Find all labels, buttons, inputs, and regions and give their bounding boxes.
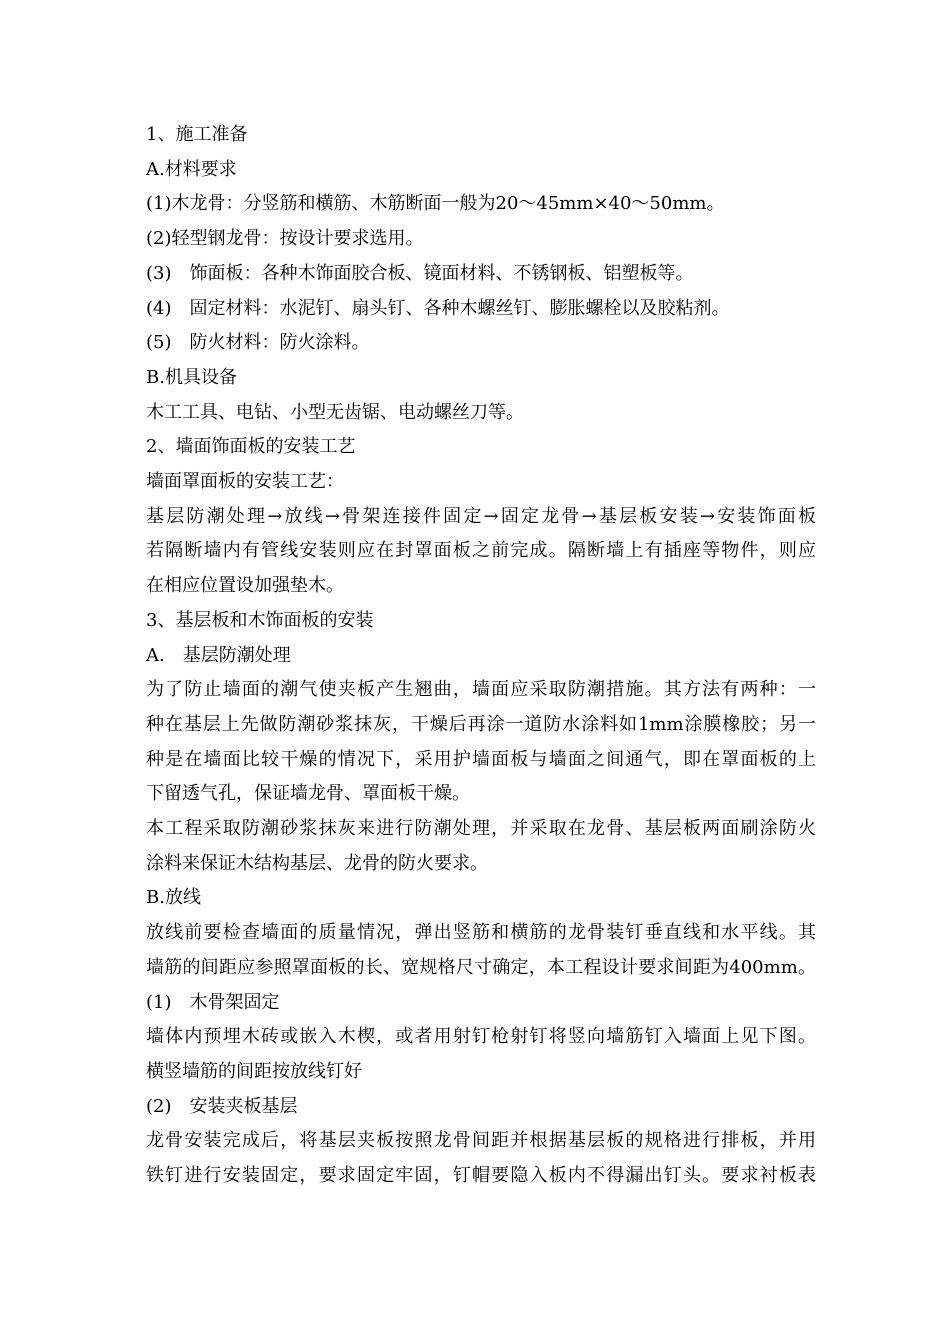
paragraph-line: 放线前要检查墙面的质量情况，弹出竖筋和横筋的龙骨装钉垂直线和水平线。其 (146, 922, 816, 944)
list-item: (2) 安装夹板基层 (146, 1095, 298, 1117)
paragraph-line: 墙体内预埋木砖或嵌入木楔，或者用射钉枪射钉将竖向墙筋钉入墙面上见下图。 (146, 1026, 816, 1048)
list-item: (5) 防火材料：防火涂料。 (146, 332, 370, 354)
subheading-materials: A.材料要求 (146, 158, 237, 180)
list-item: (1)木龙骨：分竖筋和横筋、木筋断面一般为20～45mm×40～50mm。 (146, 193, 725, 215)
section-heading-2: 2、墙面饰面板的安装工艺 (146, 436, 356, 458)
paragraph-line: 本工程采取防潮砂浆抹灰来进行防潮处理，并采取在龙骨、基层板两面刷涂防火 (146, 818, 816, 840)
paragraph-line: 龙骨安装完成后，将基层夹板按照龙骨间距并根据基层板的规格进行排板，并用 (146, 1130, 816, 1152)
subheading-equipment: B.机具设备 (146, 366, 237, 388)
list-item: (4) 固定材料：水泥钉、扇头钉、各种木螺丝钉、膨胀螺栓以及胶粘剂。 (146, 297, 730, 319)
paragraph-line: 若隔断墙内有管线安装则应在封罩面板之前完成。隔断墙上有插座等物件，则应 (146, 540, 816, 562)
subheading-layout: B.放线 (146, 887, 201, 909)
paragraph-line: 种是在墙面比较干燥的情况下，采用护墙面板与墙面之间通气，即在罩面板的上 (146, 748, 816, 770)
document-body (146, 118, 816, 1194)
paragraph-line: 种在基层上先做防潮砂浆抹灰，干燥后再涂一道防水涂料如1mm涂膜橡胶；另一 (146, 713, 816, 735)
section-heading-3: 3、基层板和木饰面板的安装 (146, 609, 374, 631)
paragraph-line: 木工工具、电钻、小型无齿锯、电动螺丝刀等。 (146, 401, 524, 423)
paragraph-line: 墙面罩面板的安装工艺： (146, 471, 344, 493)
list-item: (3) 饰面板：各种木饰面胶合板、镜面材料、不锈钢板、铝塑板等。 (146, 262, 694, 284)
paragraph-line: 墙筋的间距应参照罩面板的长、宽规格尺寸确定，本工程设计要求间距为400mm。 (146, 956, 816, 978)
paragraph-line: 在相应位置设加强垫木。 (146, 575, 344, 597)
paragraph-line: 下留透气孔，保证墙龙骨、罩面板干燥。 (146, 783, 470, 805)
paragraph-line: 为了防止墙面的潮气使夹板产生翘曲，墙面应采取防潮措施。其方法有两种：一 (146, 679, 816, 701)
paragraph-line: 铁钉进行安装固定，要求固定牢固，钉帽要隐入板内不得漏出钉头。要求衬板表 (146, 1165, 816, 1187)
list-item: (2)轻型钢龙骨：按设计要求选用。 (146, 228, 424, 250)
subheading-moisture: A. 基层防潮处理 (146, 644, 291, 666)
list-item: (1) 木骨架固定 (146, 991, 280, 1013)
section-heading-1: 1、施工准备 (146, 124, 248, 145)
paragraph-line: 涂料来保证木结构基层、龙骨的防火要求。 (146, 852, 488, 874)
paragraph-line: 横竖墙筋的间距按放线钉好 (146, 1060, 362, 1082)
paragraph-line: 基层防潮处理→放线→骨架连接件固定→固定龙骨→基层板安装→安装饰面板 (146, 505, 816, 527)
